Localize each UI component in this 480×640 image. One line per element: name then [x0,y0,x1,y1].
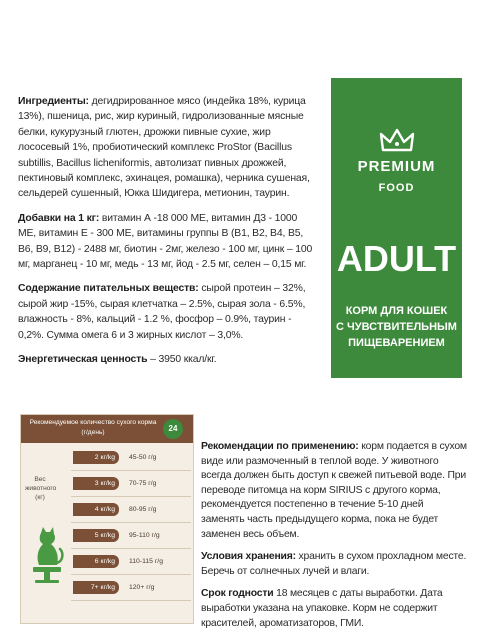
shelf-paragraph [201,587,467,631]
additives-text: витамин А -18 000 МЕ, витамин Д3 - 1000 МЕ, витамин Е - 300 МЕ, витамины группы В (В1, В2, В4, В5, В6, В9, В12) - 2488 мг, биотин - 2мг, железо - 100 мг, цинк – 100 мг, марганец - 10 мг, медь - 13 мг, йод - 2.5 мг, селен – 0,15 мг. [18,212,313,271]
table-row [71,471,191,497]
premium-label: PREMIUM [357,158,436,175]
weight-cell: 3 кг/kg [73,477,119,490]
usage-info [201,440,467,639]
subtitle-line: ПИЩЕВАРЕНИЕМ [348,337,445,349]
energy-paragraph [18,352,313,367]
subtitle-line: С ЧУВСТВИТЕЛЬНЫМ [336,321,457,333]
subtitle-line: КОРМ ДЛЯ КОШЕК [345,305,448,317]
banner-subtitle [335,303,458,351]
energy-label: Энергетическая ценность [18,354,148,366]
recommend-paragraph [201,440,467,542]
weight-cell: 4 кг/kg [73,503,119,516]
grams-cell: 70-75 г/g [129,480,157,487]
product-banner [331,78,462,378]
weight-cell: 7+ кг/kg [73,581,119,594]
storage-text: хранить в сухом прохладном месте. Беречь от солнечных лучей и влаги. [201,551,467,577]
table-row [71,445,191,471]
feeding-table-title: Рекомендуемое количество сухого корма (г/день) [29,419,157,436]
additives-paragraph [18,211,313,273]
hours-badge: 24 [163,419,183,439]
weight-cell: 5 кг/kg [73,529,119,542]
recommend-label: Рекомендации по применению: [201,441,359,452]
table-row [71,575,191,601]
weight-label: Вес животного (кг) [25,476,57,501]
weight-cell: 2 кг/kg [73,451,119,464]
grams-cell: 80-95 г/g [129,506,157,513]
grams-cell: 45-50 г/g [129,454,157,461]
composition-text [18,94,313,377]
crown-icon [379,128,415,156]
storage-label: Условия хранения: [201,551,296,563]
cat-on-scale-icon [29,525,65,585]
grams-cell: 120+ г/g [129,584,155,591]
feeding-table-header [21,415,193,443]
nutrients-paragraph [18,281,313,343]
ingredients-label: Ингредиенты: [18,96,89,107]
additives-label: Добавки на 1 кг: [18,212,100,224]
grams-cell: 95-110 г/g [129,532,160,539]
recommend-text: корм подается в сухом виде или размоченный в теплой воде. У животного всегда должен быть доступ к свежей питьевой воде. При переводе питомца на корм SIRIUS с другого корма, рекомендуется постепенно в течение 5-10 дней заменять часть предыдущего корма, пока не будет заменен весь объем. [201,441,467,540]
shelf-text: 18 месяцев с даты выработки. Дата выработки указана на упаковке. Корм не содержит красителей, ароматизаторов, ГМИ. [201,588,443,629]
storage-paragraph [201,550,467,579]
nutrients-text: сырой протеин – 32%, сырой жир -15%, сырая клетчатка – 2.5%, сырая зола - 6.5%, влажность - 8%, кальций - 1.2 %, фосфор – 0.9%, таурин - 0,2%. Сумма омега 6 и 3 жирных кислот – 3,0%. [18,283,306,341]
table-row [71,549,191,575]
table-row [71,497,191,523]
table-row [71,523,191,549]
ingredients-paragraph [18,94,313,202]
food-label: FOOD [378,182,415,194]
energy-text: – 3950 ккал/кг. [147,354,217,366]
weight-cell: 6 кг/kg [73,555,119,568]
shelf-label: Срок годности [201,588,274,600]
nutrients-label: Содержание питательных веществ: [18,283,199,295]
feeding-rows [71,445,191,601]
grams-cell: 110-115 г/g [129,558,163,565]
adult-label: ADULT [336,238,457,279]
ingredients-text: дегидрированное мясо (индейка 18%, курица 13%), пшеница, рис, жир куриный, гидролизованные мясные белки, кукурузный глютен, дрожжи пивные сухие, жир лососевый 1%, пробиотический комплекс ProStor (Bacillus subtillis, Bacillus licheniformis, автолизат пивных дрожжей, пектиновый комплекс, эхинацея, ромашка), черника сушеная, сельдерей сушенный, Юкка Шидигера, метионин, таурин. [18,96,310,200]
feeding-table [20,414,194,624]
